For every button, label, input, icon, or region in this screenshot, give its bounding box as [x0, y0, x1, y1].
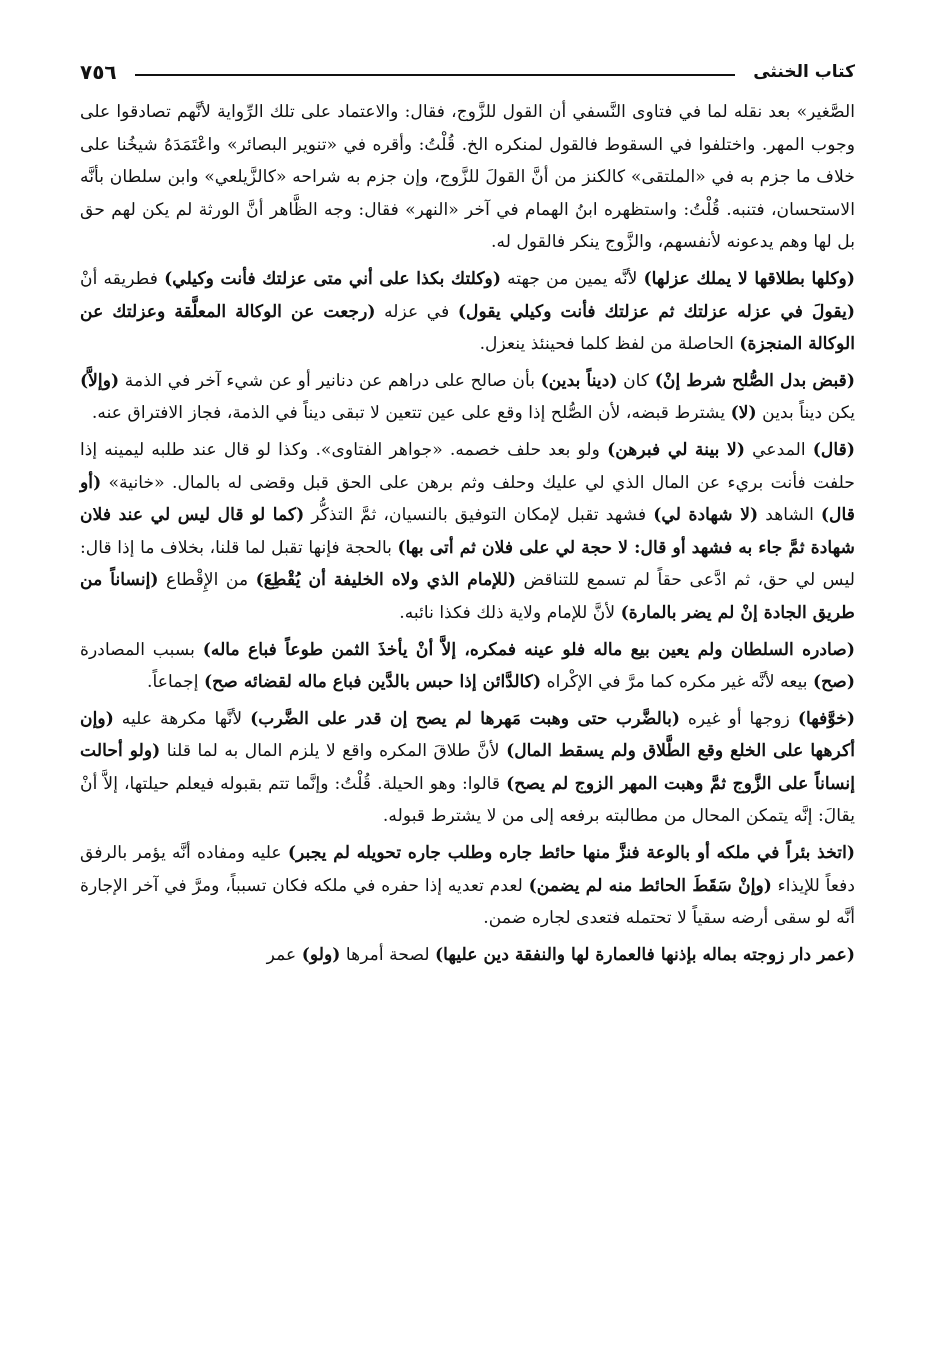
commentary-text: من الإِقْطاع	[158, 570, 256, 591]
paragraph	[80, 634, 855, 699]
matn-text: (كما لو قال ليس لي عند فلان شهادة ثمَّ جاء به فشهد أو قال: لا حجة لي على فلان ثم أتى بها)	[80, 505, 855, 558]
matn-text: (وكلتك بكذا على أني متى عزلتك فأنت وكيلي)	[164, 268, 501, 289]
paragraph	[80, 434, 855, 630]
header-rule	[135, 74, 736, 76]
matn-text: (عمر دار زوجته بماله بإذنها فالعمارة لها والنفقة دين عليها)	[435, 944, 855, 965]
matn-text: (وكلها بطلاقها لا يملك عزلها)	[643, 268, 855, 289]
matn-text: (ديناً بدين)	[540, 370, 618, 391]
paragraph	[80, 939, 855, 972]
page-header	[80, 52, 855, 86]
commentary-text: يشترط قبضه، لأن الصُّلح إذا وقع على عين تتعين لا تبقى ديناً في الذمة، فجاز الافتراق عنه.	[91, 403, 731, 424]
matn-text: (إنساناً من طريق الجادة إنْ لم يضر بالمارة)	[80, 570, 855, 623]
commentary-text: فشهد تقبل لإمكان التوفيق بالنسيان، ثمَّ التذكُّر	[304, 505, 654, 526]
matn-text: (وإلاَّ)	[80, 370, 120, 391]
commentary-text: لعدم تعديه إذا حفره في ملكه فكان تسبباً، ومرَّ في آخر الإجارة أنَّه لو سقى أرضه سقياً لا تحتمله فتعدى لجاره ضمن.	[80, 875, 855, 929]
commentary-text: بأن صالح على دراهم عن دنانير أو عن شيء آخر في الذمة	[119, 370, 541, 391]
matn-text: (للإمام الذي ولاه الخليفة أن يُقْطِعَ)	[255, 570, 516, 591]
page-number: ٧٥٦	[80, 60, 117, 84]
matn-text: (لا شهادة لي)	[653, 505, 759, 526]
paragraph	[80, 837, 855, 935]
body-text	[80, 96, 855, 975]
matn-text: (أو قال)	[80, 472, 855, 526]
matn-text: (صادره السلطان ولم يعين بيع ماله فلو عينه فمكره، إلاَّ أنْ يأخذَ الثمن طوعاً فباع ماله)	[202, 639, 856, 660]
matn-text: (صح)	[813, 672, 855, 693]
commentary-text: فطريقه أنْ	[80, 268, 165, 289]
commentary-text: المدعي	[745, 439, 813, 460]
matn-text: (قبض بدل الصُّلح شرط إنْ)	[654, 370, 855, 391]
commentary-text: بيعه لأنَّه غير مكره كما مرَّ في الإكْراه	[541, 672, 814, 693]
matn-text: (ولو أحالت إنساناً على الزَّوج ثمَّ وهبت المهر الزوج لم يصح)	[80, 741, 855, 794]
commentary-text: يكن ديناً بدين	[756, 403, 855, 424]
commentary-text: لأنَّه يمين من جهته	[500, 268, 644, 289]
commentary-text: الحاصلة من لفظ كلما فحينئذ ينعزل.	[479, 334, 740, 355]
paragraph	[80, 365, 855, 430]
matn-text: (لا)	[730, 403, 757, 424]
matn-text: (يقولَ في عزله عزلتك ثم عزلتك فأنت وكيلي يقول)	[457, 301, 856, 322]
commentary-text: عليه ومفاده أنَّه يؤمر بالرفق دفعاً للإيذاء	[80, 843, 855, 896]
matn-text: (اتخذ بئراً في ملكه أو بالوعة فنزَّ منها حائط جاره وطلب جاره تحويله لم يجبر)	[287, 843, 855, 864]
matn-text: (لا بينة لي فبرهن)	[607, 439, 745, 460]
commentary-text: لصحة أمرها	[340, 944, 436, 965]
commentary-text: عمر	[266, 944, 302, 965]
commentary-text: لأنَّ طلاقَ المكره واقع لا يلزم المال به لما قلنا	[160, 741, 507, 762]
matn-text: (وإن أكرهها على الخلع وقع الطَّلاق ولم يسقط المال)	[80, 708, 855, 762]
commentary-text: كان	[617, 370, 655, 391]
commentary-text: ولو بعد حلف خصمه. «جواهر الفتاوى». وكذا لو قال عند طلبه ليمينه إذا حلفت فأنت بريء عن المال الذي لي عليك وحلف وثم برهن على الحق قبل وقضى له بالمال. «خانية»	[80, 439, 856, 493]
paragraph	[80, 96, 855, 259]
commentary-text: بسبب المصادرة	[80, 639, 203, 660]
commentary-text: الشاهد	[758, 505, 821, 526]
matn-text: (بالضَّرب حتى وهبت مَهرها لم يصح إن قدر على الضَّرب)	[250, 708, 680, 729]
matn-text: (كالدَّائن إذا حبس بالدَّين فباع ماله لقضائه صح)	[204, 672, 542, 693]
matn-text: (خوَّفها)	[797, 708, 855, 729]
matn-text: (قال)	[812, 439, 855, 460]
matn-text: (ولو)	[301, 944, 341, 965]
matn-text: (رجعت عن الوكالة المعلَّقة وعزلتك عن الوكالة المنجزة)	[80, 301, 855, 355]
paragraph	[80, 703, 855, 833]
commentary-text: بالحجة فإنها تقبل لما قلنا، بخلاف ما إذا قال: ليس لي حق، ثم ادَّعى حقاً لم تسمع للتناقض	[80, 537, 855, 591]
commentary-text: لأنَّها مكرهة عليه	[113, 708, 251, 729]
matn-text: (وإنْ سَقَطَ الحائط منه لم يضمن)	[528, 875, 772, 896]
commentary-text: إجماعاً.	[147, 672, 205, 693]
commentary-text: زوجها أو غيره	[680, 708, 798, 729]
book-title: كتاب الخنثى	[753, 62, 855, 82]
commentary-text: الصَّغير» بعد نقله لما في فتاوى النَّسفي أن القول للزَّوج، فقال: والاعتماد على تلك الرِّواية لأنَّهم تصادقوا على وجوب المهر. واختلفوا في السقوط فالقول لمنكره الخ. قُلْتُ: وأقره في «تنوير البصائر» واعْتَمَدَهُ شيخُنا على خلاف ما جزم به في «الملتقى» كالكنز من أنَّ القولَ للزَّوج، وإن جزم به شراحه «كالزَّيلعي» وابن سلطان بأنَّه الاستحسان، فتنبه. قُلْتُ: واستظهره ابنُ الهمام في آخر «النهر» فقال: وجه الظَّاهر أنَّ الورثة لم يكن لهم حق بل لها وهم يدعونه لأنفسهم، والزَّوج ينكر فالقول له.	[80, 102, 855, 253]
commentary-text: لأنَّ للإمام ولاية ذلك فكذا نائبه.	[399, 602, 621, 623]
paragraph	[80, 263, 855, 361]
commentary-text: في عزله	[375, 301, 458, 322]
commentary-text: قالوا: وهو الحيلة. قُلْتُ: وإنَّما تتم بقبوله فيعلم حيلتها، إلاَّ أنْ يقالَ: إنَّه يتمكن المحال من مطالبته برفعه إلى من لا يشترط قبوله.	[80, 773, 855, 827]
